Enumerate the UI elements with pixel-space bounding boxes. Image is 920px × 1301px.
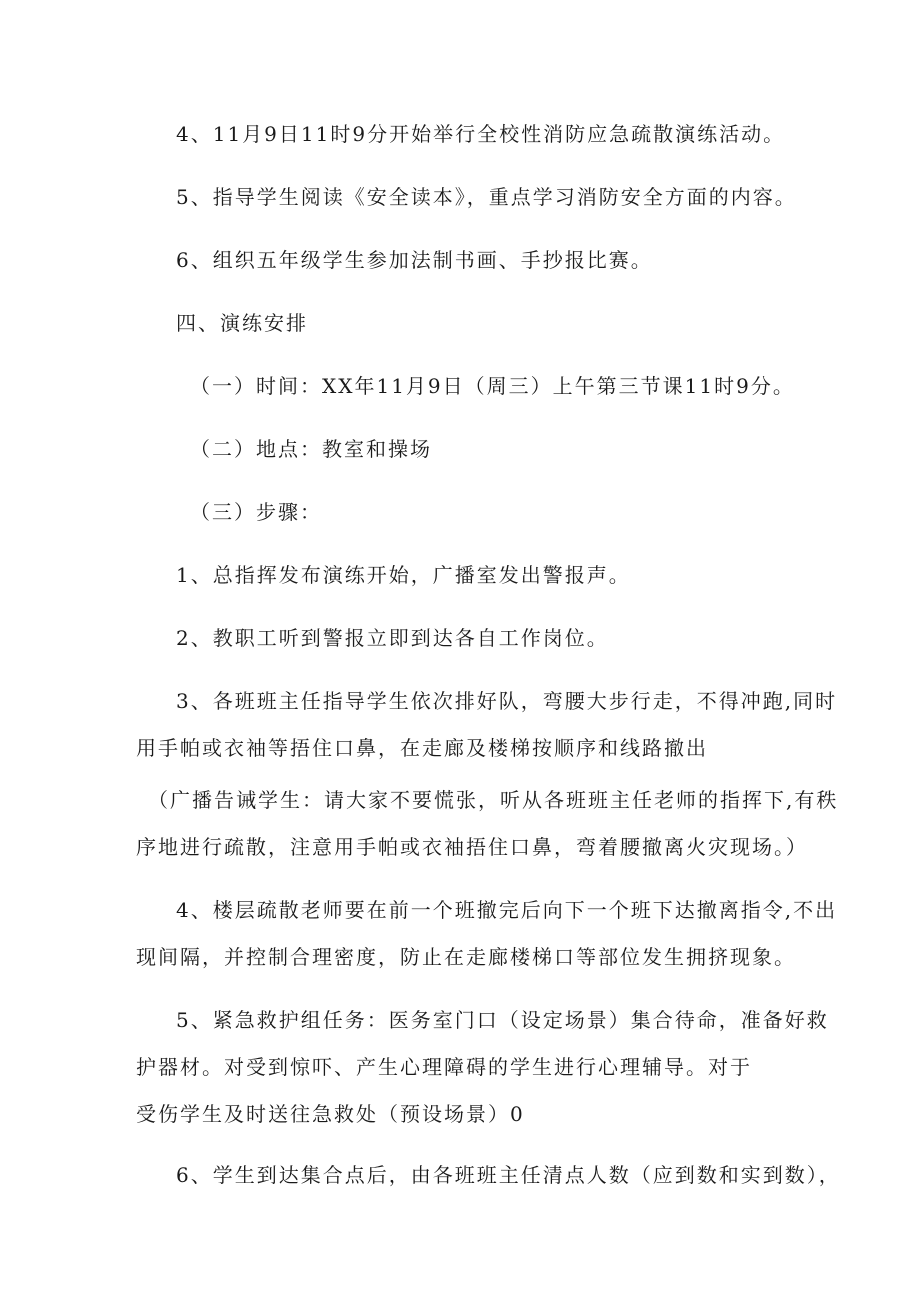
step-3-line-2: 用手帕或衣袖等捂住口鼻，在走廊及楼梯按顺序和线路撤出 <box>136 736 708 760</box>
step-4-line-2: 现间隔，并控制合理密度，防止在走廊楼梯口等部位发生拥挤现象。 <box>136 945 796 969</box>
drill-location: （二）地点：教室和操场 <box>190 437 432 461</box>
step-3-line-1: 3、各班班主任指导学生依次排好队，弯腰大步行走，不得冲跑,同时 <box>176 689 838 713</box>
section-heading: 四、演练安排 <box>176 311 308 335</box>
step-6-line-1: 6、学生到达集合点后，由各班班主任清点人数（应到数和实到数）， <box>176 1163 841 1187</box>
step-5-line-2: 护器材。对受到惊吓、产生心理障碍的学生进行心理辅导。对于 <box>136 1055 752 1079</box>
step-5-line-1: 5、紧急救护组任务：医务室门口（设定场景）集合待命，准备好救 <box>176 1008 829 1032</box>
broadcast-note-line-2: 序地进行疏散，注意用手帕或衣袖捂住口鼻，弯着腰撤离火灾现场。） <box>136 835 808 859</box>
list-item-4: 4、11月9日11时9分开始举行全校性消防应急疏散演练活动。 <box>176 122 786 146</box>
drill-time: （一）时间：XX年11月9日（周三）上午第三节课11时9分。 <box>190 374 795 398</box>
broadcast-note-line-1: （广播告诫学生：请大家不要慌张，听从各班班主任老师的指挥下,有秩 <box>148 788 839 812</box>
step-2: 2、教职工听到警报立即到达各自工作岗位。 <box>176 626 609 650</box>
list-item-5: 5、指导学生阅读《安全读本》，重点学习消防安全方面的内容。 <box>176 185 797 209</box>
list-item-6: 6、组织五年级学生参加法制书画、手抄报比赛。 <box>176 248 653 272</box>
step-1: 1、总指挥发布演练开始，广播室发出警报声。 <box>176 563 631 587</box>
step-5-line-3: 受伤学生及时送往急救处（预设场景）0 <box>136 1102 525 1126</box>
step-4-line-1: 4、楼层疏散老师要在前一个班撤完后向下一个班下达撤离指令,不出 <box>176 898 838 922</box>
drill-steps-heading: （三）步骤： <box>190 500 322 524</box>
